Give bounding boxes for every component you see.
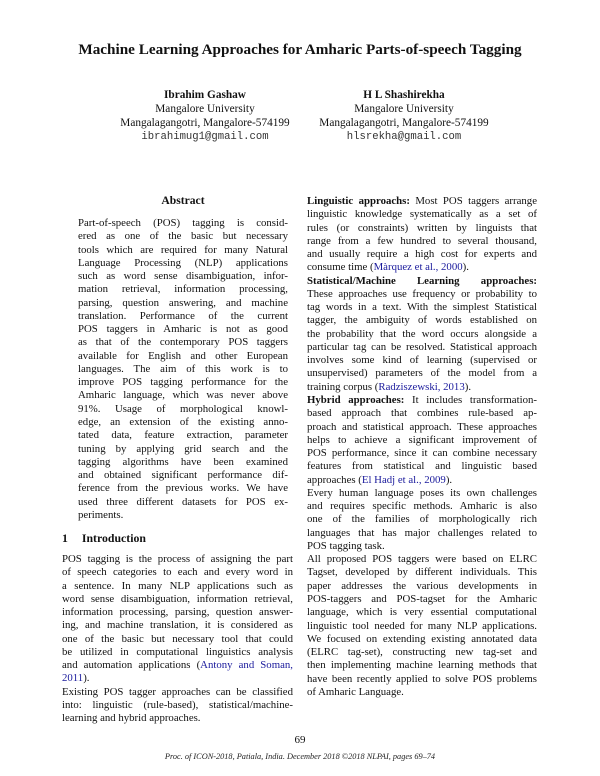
line-text: range from a few hundred to several thousand, (307, 234, 537, 247)
author-email[interactable]: ibrahimug1@gmail.com (141, 131, 269, 143)
text-line (307, 646, 537, 659)
text-line (307, 288, 537, 301)
text-line (78, 416, 288, 429)
text-line (78, 443, 288, 456)
text-line (307, 593, 537, 606)
text-line (62, 606, 293, 619)
text-line (62, 712, 293, 725)
text-line (307, 673, 537, 686)
text-line (307, 248, 537, 261)
text-line (307, 474, 537, 487)
line-text: as that of the contemporary POS taggers (78, 336, 288, 349)
line-text: mation retrieval, information processing, (78, 283, 288, 296)
line-text: proach and statistical approach. These approaches (307, 420, 537, 433)
author-address: Mangalagangotri, Mangalore-574199 (319, 117, 489, 129)
text-line (307, 659, 537, 672)
line-text: one of the families of morphologically rich (307, 513, 537, 526)
page-number: 69 (294, 734, 306, 746)
line-text: information processing, parsing, question answer- (62, 606, 293, 619)
author-email[interactable]: hlsrekha@gmail.com (346, 131, 462, 143)
line-text: These approaches use frequency or probability to (307, 287, 537, 300)
text-line (307, 208, 537, 221)
text-line (78, 336, 288, 349)
line-text: POS taggers in Amharic is not as good (78, 323, 288, 336)
author-affiliation: Mangalore University (354, 103, 454, 115)
line-text: and automation applications ( (62, 659, 201, 672)
line-text: 91%. Usage of morphological knowl- (78, 402, 288, 415)
line-text: languages that has major challenges related to (307, 526, 537, 539)
line-text: All proposed POS taggers were based on ELRC (307, 553, 537, 566)
citation-link[interactable]: Antony and Soman, (200, 659, 293, 672)
citation-link[interactable]: El Hadj et al., 2009 (361, 473, 446, 486)
paragraph (307, 195, 537, 275)
line-text: rules (or constraints) written by linguists that (307, 221, 537, 234)
text-line (78, 403, 288, 416)
line-text: of speech categories to each and every word in (62, 566, 293, 579)
line-text: ). (445, 473, 453, 486)
line-text: POS-taggers and POS-tagset for the Amharic (307, 592, 537, 605)
line-text: and requires specific methods. Amharic is also (307, 500, 537, 513)
text-line (307, 527, 537, 540)
text-line (307, 341, 537, 354)
line-text: languages. The aim of this work is to (78, 362, 288, 375)
citation-link[interactable]: Radziszewski, 2013 (378, 380, 465, 393)
text-line (307, 553, 537, 566)
text-line (307, 460, 537, 473)
line-text: and obtained significant performance dif- (78, 469, 288, 482)
line-text: such as word sense disambiguation, infor- (78, 270, 288, 283)
line-text: into: linguistic (rule-based), statistical/machine- (62, 698, 293, 711)
author-address: Mangalagangotri, Mangalore-574199 (120, 117, 290, 129)
line-text: a sentence. In many NLP applications such as (62, 579, 293, 592)
text-line (62, 593, 293, 606)
line-text: We focused on extending existing annotated data (307, 632, 537, 645)
citation-link[interactable]: Màrquez et al., 2000 (373, 261, 463, 274)
bold-lead: Statistical/Machine Learning approaches: (307, 274, 537, 287)
line-text: ). (83, 672, 90, 685)
paragraph (307, 553, 537, 699)
text-line (307, 620, 537, 633)
text-line (78, 297, 288, 310)
line-text: word sense disambiguation, information retrieval, (62, 592, 293, 605)
text-line (78, 469, 288, 482)
text-line (307, 421, 537, 434)
text-line (307, 235, 537, 248)
abstract-body (78, 217, 288, 522)
text-line (307, 686, 537, 699)
line-text: particular tag can be resolved. Statistical approach (307, 340, 537, 353)
text-line (307, 540, 537, 553)
line-text: be utilized in computational linguistics analysis (62, 645, 293, 658)
line-text: tools which are required for many Natural (78, 243, 288, 256)
bold-lead: Linguistic approachs: (307, 195, 410, 207)
author-name: H L Shashirekha (363, 89, 445, 101)
line-text: Most POS taggers arrange (409, 195, 537, 207)
right-column-body (307, 195, 537, 699)
paragraph (78, 217, 288, 522)
line-text: ). (462, 261, 469, 274)
line-text: ered as one of the basic but necessary (78, 230, 288, 243)
text-line (78, 363, 288, 376)
text-line (307, 407, 537, 420)
text-line (78, 456, 288, 469)
text-line (307, 328, 537, 341)
text-line (78, 244, 288, 257)
text-line (78, 389, 288, 402)
text-line (307, 381, 537, 394)
citation-link[interactable]: 2011 (62, 672, 84, 685)
author-affiliation: Mangalore University (155, 103, 255, 115)
line-text: linguistic tool needed for many NLP applications. (307, 619, 537, 632)
text-line (307, 487, 537, 500)
line-text: ing, and machine translation, it is considered as (62, 619, 293, 632)
bold-lead: Hybrid approaches: (307, 393, 405, 406)
text-line (307, 354, 537, 367)
text-line (78, 283, 288, 296)
paragraph (62, 686, 293, 726)
line-text: features from statistical and linguistic based (307, 460, 537, 473)
proceedings-footnote: Proc. of ICON-2018, Patiala, India. December 2018 ©2018 NLPAI, pages 69–74 (164, 752, 436, 761)
author-name: Ibrahim Gashaw (164, 89, 246, 101)
line-text: POS tagging is the process of assigning the part (62, 553, 293, 565)
line-text: tagging algorithms have been examined (78, 455, 288, 468)
text-line (78, 323, 288, 336)
text-line (78, 509, 288, 522)
line-text: of Amharic Language. (307, 685, 404, 698)
line-text: Every human language poses its own challenges (307, 486, 537, 499)
text-line (307, 301, 537, 314)
text-line (307, 633, 537, 646)
text-line (307, 275, 537, 288)
line-text: ference from the previous works. We have (78, 482, 288, 495)
text-line (307, 566, 537, 579)
line-text: approaches ( (307, 473, 362, 486)
text-line (307, 606, 537, 619)
text-line (62, 553, 293, 566)
text-line (62, 672, 293, 685)
line-text: language, which is very essential computational (307, 606, 537, 619)
line-text: POS tagging task. (307, 539, 385, 552)
section-title: Introduction (81, 531, 146, 545)
text-line (78, 270, 288, 283)
paragraph (307, 487, 537, 553)
line-text: training corpus ( (307, 380, 379, 393)
author-block-2 (279, 88, 529, 144)
text-line (307, 314, 537, 327)
line-text: have been recently applied to solve POS problems (307, 672, 537, 685)
text-line (78, 482, 288, 495)
line-text: unsupervised) parameters of the model from a (307, 367, 537, 380)
text-line (78, 350, 288, 363)
line-text: (ELRC tag-set), constructing new tag-set and (307, 646, 537, 659)
abstract-heading: Abstract (161, 194, 205, 207)
line-text: Language Processing (NLP) applications (78, 256, 288, 269)
line-text: consume time ( (307, 261, 374, 274)
line-text: learning and hybrid approaches. (62, 712, 201, 725)
line-text: tagger, the ambiguity of words established on (307, 314, 537, 327)
line-text: involves some kind of learning (supervised or (307, 354, 537, 367)
line-text: based approach that combines rule-based ap- (307, 407, 537, 420)
text-line (78, 310, 288, 323)
line-text: Part-of-speech (POS) tagging is consid- (78, 217, 288, 229)
text-line (62, 580, 293, 593)
text-line (307, 195, 537, 208)
text-line (62, 659, 293, 672)
line-text: parsing, question answering, and machine (78, 296, 288, 309)
text-line (78, 257, 288, 270)
line-text: ). (464, 380, 472, 393)
text-line (307, 222, 537, 235)
text-line (307, 500, 537, 513)
text-line (62, 686, 293, 699)
paragraph (62, 553, 293, 686)
paper-title: Machine Learning Approaches for Amharic Parts-of-speech Tagging (78, 41, 522, 58)
text-line (307, 434, 537, 447)
line-text: It includes transformation- (404, 393, 537, 406)
line-text: tuning by applying grid search and the (78, 442, 288, 455)
introduction-body (62, 553, 293, 725)
text-line (62, 646, 293, 659)
line-text: one of the basic but necessary tool that could (62, 632, 293, 645)
text-line (307, 447, 537, 460)
line-text: then implementing machine learning methods that (307, 659, 537, 672)
line-text: and usually require a high cost for experts and (307, 248, 537, 261)
line-text: POS performance, since it can combine necessary (307, 447, 537, 460)
text-line (307, 513, 537, 526)
paragraph (307, 394, 537, 487)
text-line (78, 429, 288, 442)
section-number: 1 (62, 531, 68, 545)
text-line (78, 230, 288, 243)
text-line (78, 496, 288, 509)
text-line (307, 367, 537, 380)
line-text: available for English and other European (78, 349, 288, 362)
line-text: linguistic knowledge systematically as a set of (307, 208, 537, 221)
text-line (62, 699, 293, 712)
line-text: the probability that the word occurs alongside a (307, 327, 537, 340)
text-line (62, 619, 293, 632)
line-text: Tagset, developed by different individuals. This (307, 566, 537, 579)
text-line (78, 217, 288, 230)
line-text: paper addresses the various developments in (307, 579, 537, 592)
line-text: used three different datasets for POS ex- (78, 495, 288, 508)
text-line (62, 633, 293, 646)
text-line (78, 376, 288, 389)
line-text: helps to achieve a significant improvement of (307, 433, 537, 446)
line-text: tated data, feature extraction, parameter (78, 429, 288, 442)
line-text: edge, an extension of the existing anno- (78, 415, 288, 428)
line-text: tag words in a text. With the simplest Statistical (307, 301, 537, 314)
text-line (62, 566, 293, 579)
line-text: Existing POS tagger approaches can be classified (62, 685, 293, 698)
section-heading-introduction (62, 531, 160, 546)
line-text: improve POS tagging performance for the (78, 376, 288, 389)
paragraph (307, 275, 537, 394)
line-text: translation. Performance of the current (78, 309, 288, 322)
line-text: Amharic language, which was never above (78, 389, 288, 402)
text-line (307, 580, 537, 593)
line-text: periments. (78, 508, 124, 521)
text-line (307, 394, 537, 407)
text-line (307, 261, 537, 274)
